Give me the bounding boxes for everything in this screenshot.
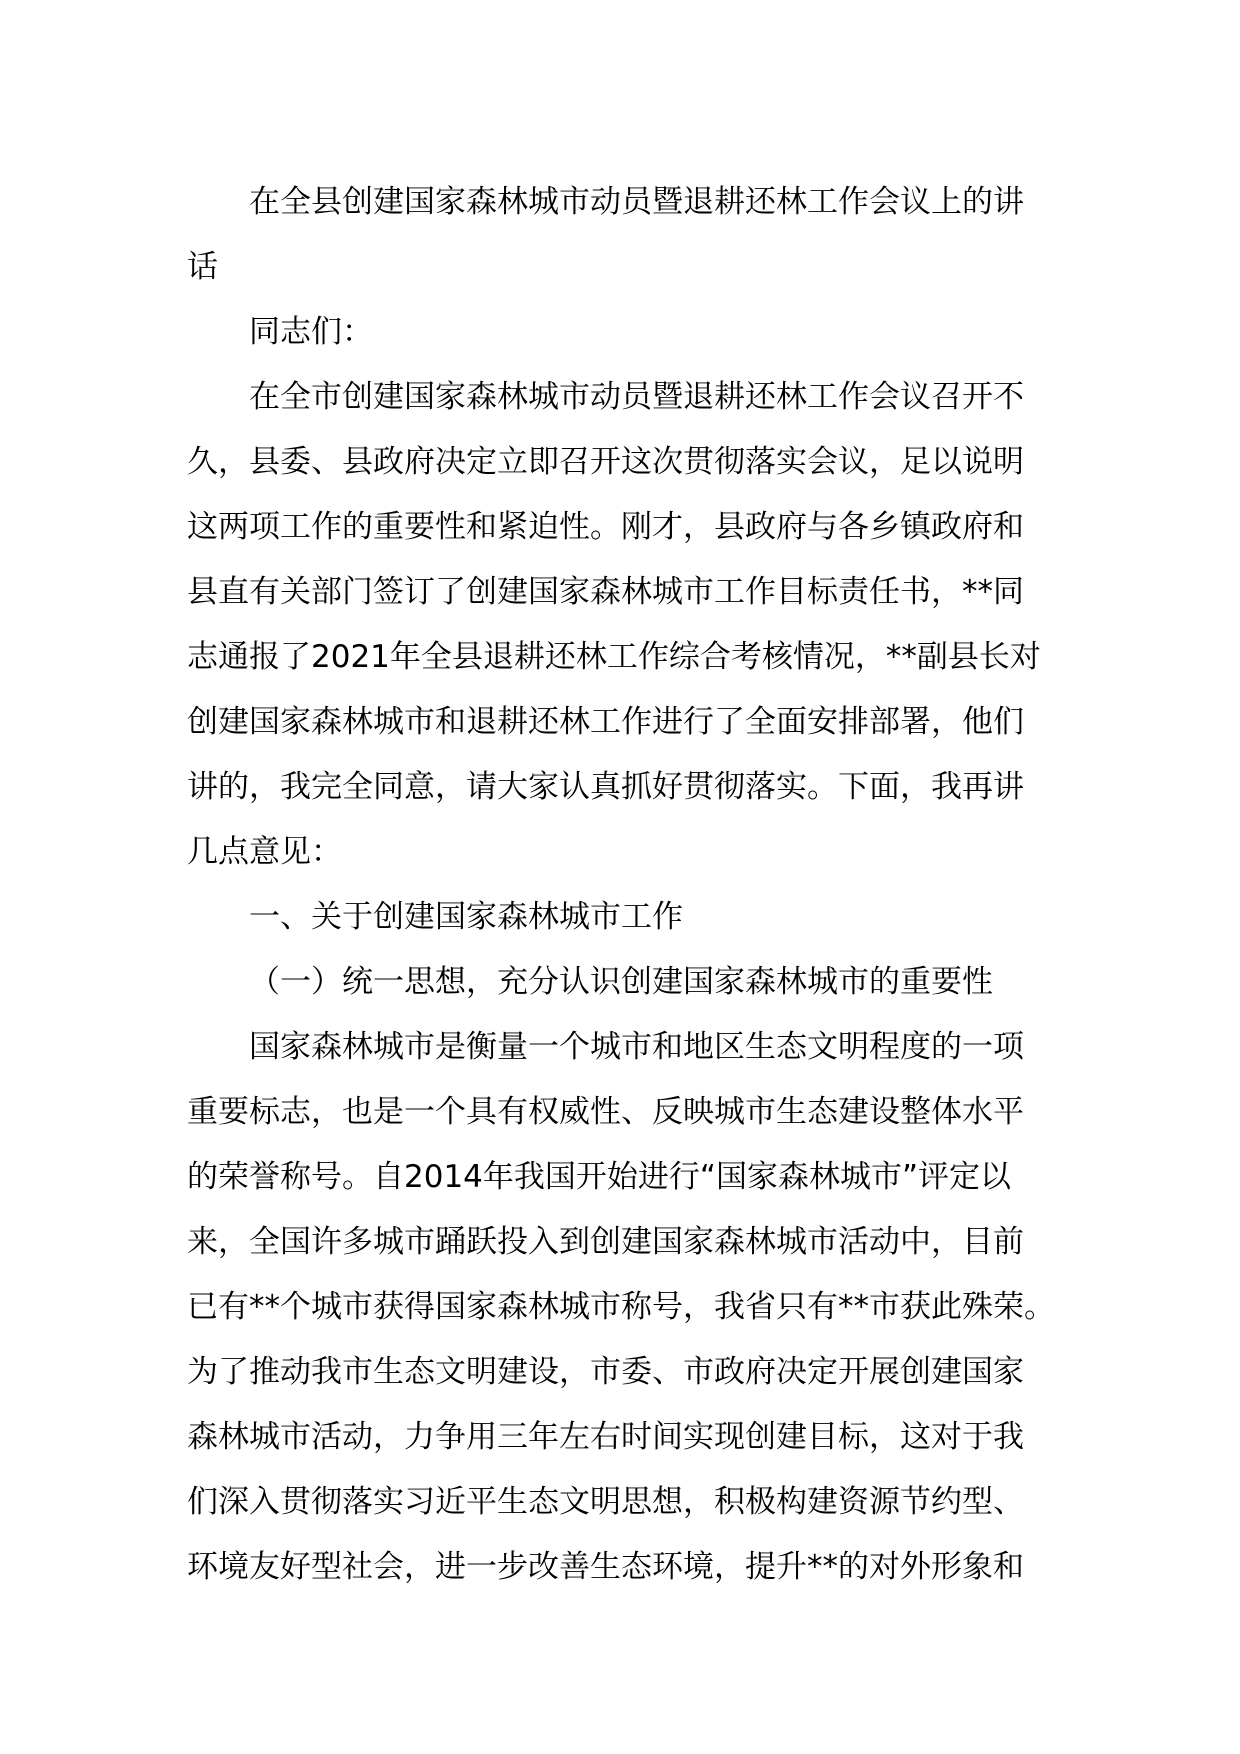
title-line-1: 在全县创建国家森林城市动员暨退耕还林工作会议上的讲: [249, 184, 1024, 220]
title-line-2: 话: [187, 249, 218, 285]
paragraph-line: 县直有关部门签订了创建国家森林城市工作目标责任书，**同: [187, 574, 1024, 610]
paragraph-line: 在全市创建国家森林城市动员暨退耕还林工作会议召开不: [249, 379, 1024, 415]
paragraph-line: 来，全国许多城市踊跃投入到创建国家森林城市活动中，目前: [187, 1224, 1024, 1260]
subsection-heading: （一）统一思想，充分认识创建国家森林城市的重要性: [249, 964, 993, 1000]
salutation: 同志们：: [249, 314, 373, 350]
paragraph-line: 的荣誉称号。自2014年我国开始进行“国家森林城市”评定以: [187, 1159, 1012, 1195]
paragraph-line: 重要标志，也是一个具有权威性、反映城市生态建设整体水平: [187, 1094, 1024, 1130]
paragraph-line: 久，县委、县政府决定立即召开这次贯彻落实会议，足以说明: [187, 444, 1024, 480]
section-heading: 一、关于创建国家森林城市工作: [249, 899, 683, 935]
paragraph-line: 国家森林城市是衡量一个城市和地区生态文明程度的一项: [249, 1029, 1024, 1065]
paragraph-line: 环境友好型社会，进一步改善生态环境，提升**的对外形象和: [187, 1549, 1024, 1585]
paragraph-line: 创建国家森林城市和退耕还林工作进行了全面安排部署，他们: [187, 704, 1024, 740]
paragraph-line: 森林城市活动，力争用三年左右时间实现创建目标，这对于我: [187, 1419, 1024, 1455]
paragraph-line: 为了推动我市生态文明建设，市委、市政府决定开展创建国家: [187, 1354, 1024, 1390]
paragraph-line: 志通报了2021年全县退耕还林工作综合考核情况，**副县长对: [187, 639, 1041, 675]
paragraph-line: 们深入贯彻落实习近平生态文明思想，积极构建资源节约型、: [187, 1484, 1024, 1520]
paragraph-line: 几点意见：: [187, 834, 342, 870]
document-body: [187, 170, 1067, 1600]
paragraph-line: 这两项工作的重要性和紧迫性。刚才，县政府与各乡镇政府和: [187, 509, 1024, 545]
paragraph-line: 讲的，我完全同意，请大家认真抓好贯彻落实。下面，我再讲: [187, 769, 1024, 805]
paragraph-line: 已有**个城市获得国家森林城市称号，我省只有**市获此殊荣。: [187, 1289, 1055, 1325]
